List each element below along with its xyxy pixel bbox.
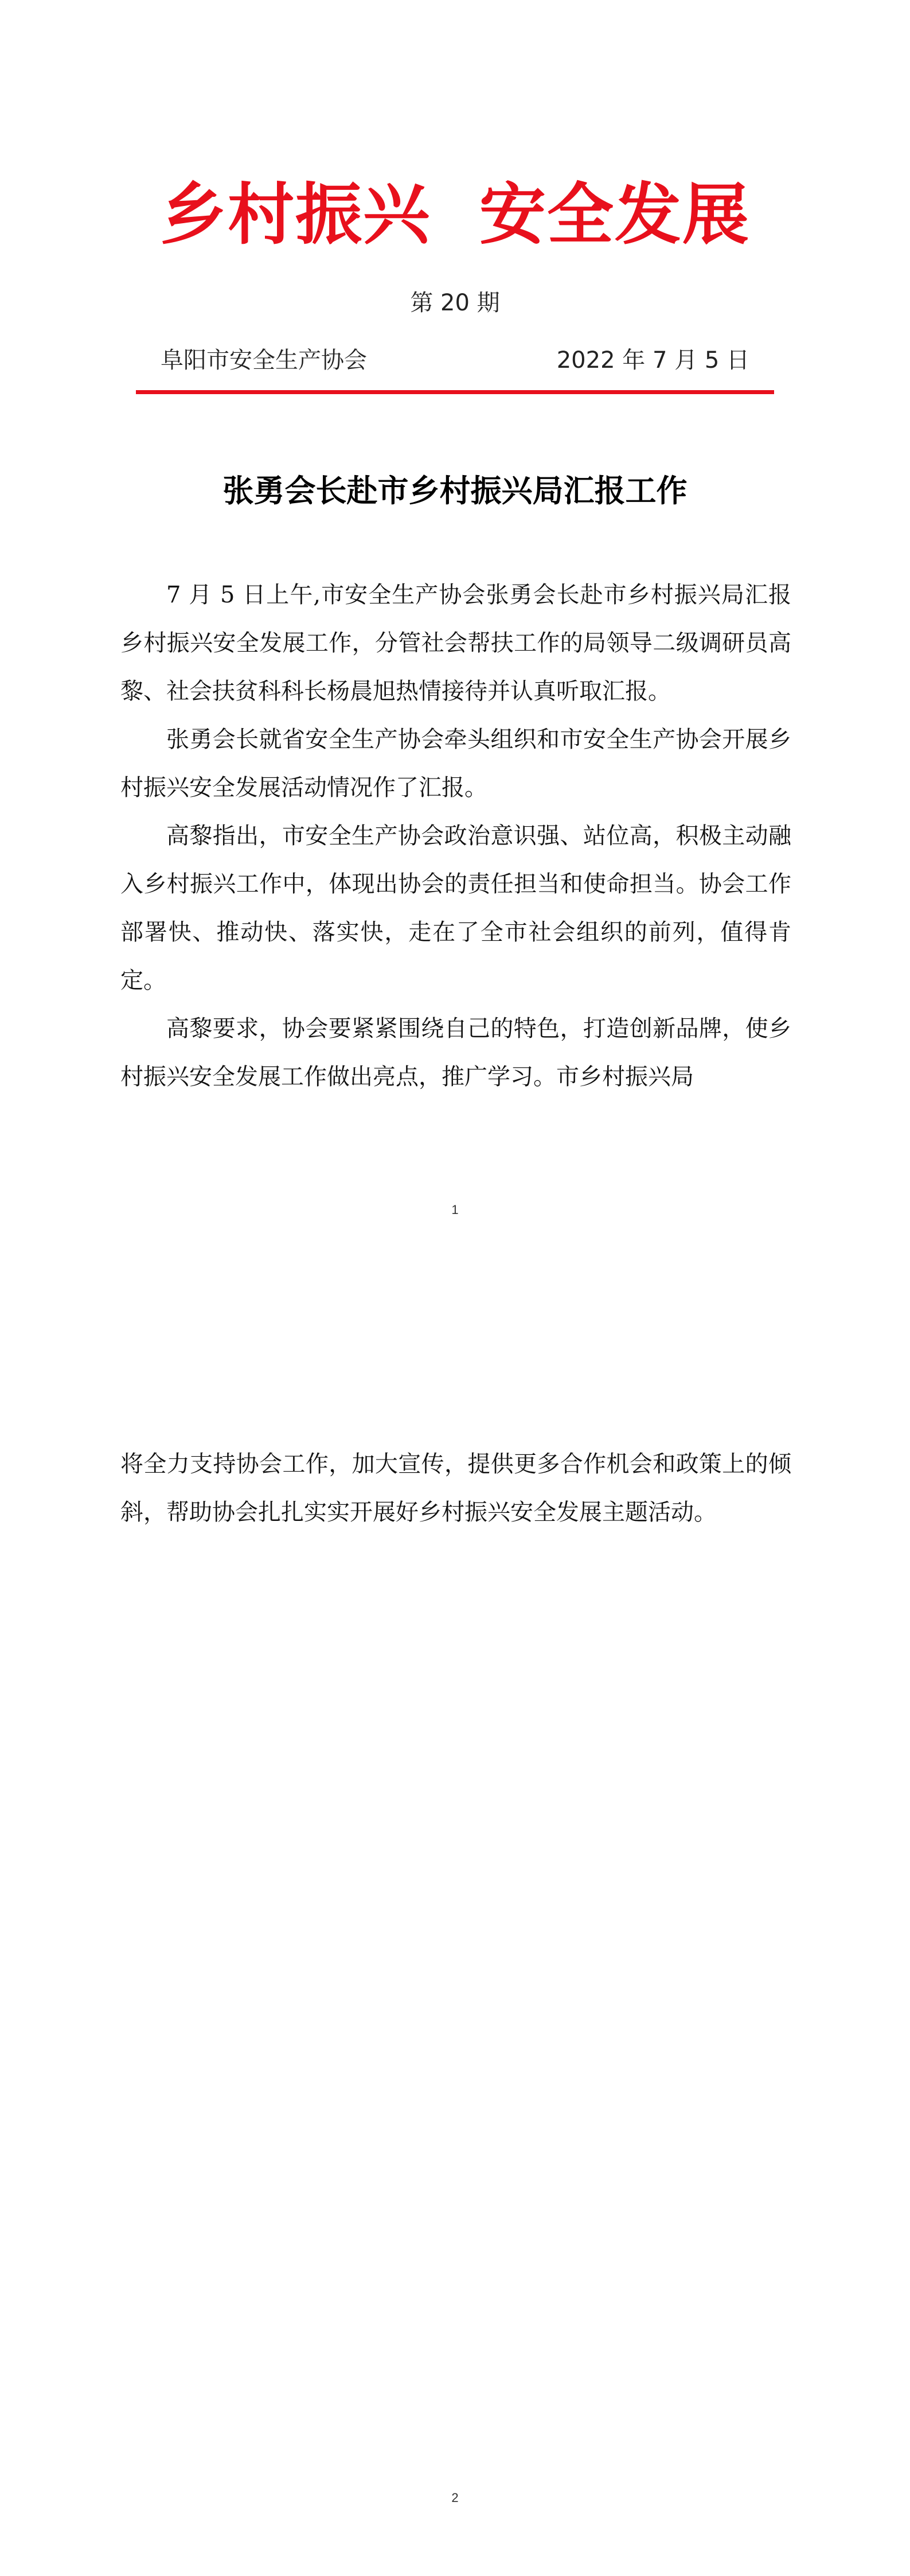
- paragraph: 张勇会长就省安全生产协会牵头组织和市安全生产协会开展乡村振兴安全发展活动情况作了汇报。: [120, 726, 791, 801]
- page-number: 1: [451, 1203, 459, 1217]
- publication-date: 2022 年 7 月 5 日: [556, 347, 749, 373]
- issue-number: 第 20 期: [410, 290, 500, 316]
- document-page-2: [0, 1288, 910, 2576]
- article-body-page-1: [120, 571, 791, 1101]
- paragraph: 高黎要求，协会要紧紧围绕自己的特色，打造创新品牌，使乡村振兴安全发展工作做出亮点，推广学习。市乡村振兴局: [120, 1015, 791, 1090]
- paragraph: 将全力支持协会工作，加大宣传，提供更多合作机会和政策上的倾斜，帮助协会扎扎实实开展好乡村振兴安全发展主题活动。: [120, 1451, 791, 1526]
- paragraph: 高黎指出，市安全生产协会政治意识强、站位高，积极主动融入乡村振兴工作中，体现出协会的责任担当和使命担当。协会工作部署快、推动快、落实快，走在了全市社会组织的前列，值得肯定。: [120, 823, 791, 994]
- masthead-divider: [136, 390, 774, 394]
- masthead-title: 乡村振兴 安全发展: [160, 176, 750, 254]
- page-number: 2: [451, 2491, 459, 2505]
- publisher-name: 阜阳市安全生产协会: [161, 347, 367, 373]
- article-body-page-2: [120, 1440, 791, 1536]
- paragraph: 7 月 5 日上午,市安全生产协会张勇会长赴市乡村振兴局汇报乡村振兴安全发展工作，分管社会帮扶工作的局领导二级调研员高黎、社会扶贫科科长杨晨旭热情接待并认真听取汇报。: [120, 582, 791, 705]
- article-title: 张勇会长赴市乡村振兴局汇报工作: [222, 472, 688, 509]
